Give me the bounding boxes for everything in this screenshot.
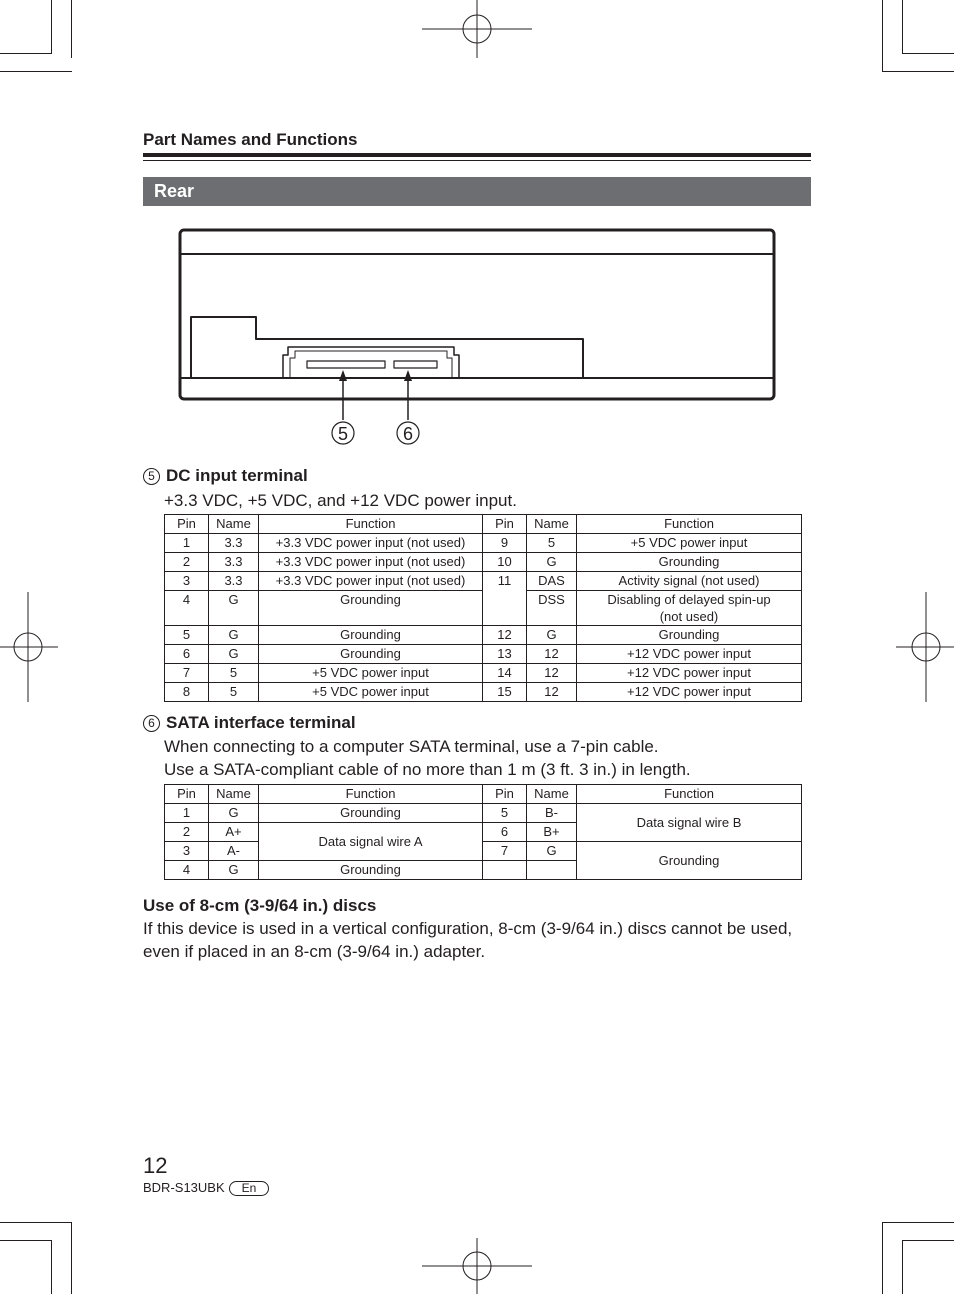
sata-terminal-line-1: When connecting to a computer SATA terminal, use a 7-pin cable. xyxy=(164,737,659,756)
table-cell: +5 VDC power input xyxy=(259,683,483,702)
table-cell xyxy=(577,591,802,626)
column-header: Function xyxy=(259,515,483,534)
column-header: Function xyxy=(577,515,802,534)
sata-terminal-heading xyxy=(143,713,356,733)
subsection-title-rear: Rear xyxy=(143,177,811,206)
table-cell: 11 xyxy=(483,572,527,626)
table-cell: 1 xyxy=(165,804,209,823)
page-number: 12 xyxy=(143,1153,168,1178)
table-cell: 12 xyxy=(527,645,577,664)
table-header-row xyxy=(165,515,802,534)
table-cell: Grounding xyxy=(577,553,802,572)
table-cell: 13 xyxy=(483,645,527,664)
table-cell: +3.3 VDC power input (not used) xyxy=(259,553,483,572)
table-cell: B- xyxy=(527,804,577,823)
column-header: Function xyxy=(577,785,802,804)
table-cell: 9 xyxy=(483,534,527,553)
table-cell xyxy=(527,861,577,880)
table-row xyxy=(165,553,802,572)
column-header: Name xyxy=(209,515,259,534)
table-cell: G xyxy=(527,626,577,645)
table-cell: 2 xyxy=(165,553,209,572)
dc-input-terminal-heading xyxy=(143,466,308,486)
column-header: Pin xyxy=(165,515,209,534)
table-cell: +3.3 VDC power input (not used) xyxy=(259,534,483,553)
table-cell: 7 xyxy=(165,664,209,683)
table-cell: +12 VDC power input xyxy=(577,645,802,664)
column-header: Pin xyxy=(165,785,209,804)
table-cell: 12 xyxy=(527,664,577,683)
table-cell: 5 xyxy=(165,626,209,645)
table-cell: Grounding xyxy=(259,804,483,823)
table-cell: 5 xyxy=(483,804,527,823)
rear-panel-diagram xyxy=(170,222,790,452)
table-row xyxy=(165,804,802,823)
language-badge: En xyxy=(229,1181,270,1196)
table-cell: Grounding xyxy=(577,626,802,645)
table-cell: G xyxy=(527,842,577,861)
column-header: Name xyxy=(209,785,259,804)
table-cell: Grounding xyxy=(577,842,802,880)
column-header: Name xyxy=(527,515,577,534)
table-cell: 3.3 xyxy=(209,534,259,553)
section-rule xyxy=(143,153,811,157)
table-cell: +5 VDC power input xyxy=(577,534,802,553)
column-header: Pin xyxy=(483,515,527,534)
table-cell: Activity signal (not used) xyxy=(577,572,802,591)
discs-note-line-1: If this device is used in a vertical configuration, 8-cm (3-9/64 in.) discs cannot be used, xyxy=(143,919,793,938)
table-row xyxy=(165,534,802,553)
table-cell: A- xyxy=(209,842,259,861)
column-header: Function xyxy=(259,785,483,804)
table-cell: 12 xyxy=(527,683,577,702)
cell-text-line: (not used) xyxy=(659,609,719,624)
sata-terminal-title: SATA interface terminal xyxy=(166,713,356,732)
table-cell: G xyxy=(209,645,259,664)
table-cell: Data signal wire B xyxy=(577,804,802,842)
table-cell: 5 xyxy=(527,534,577,553)
table-cell: G xyxy=(527,553,577,572)
table-row xyxy=(165,572,802,591)
column-header: Pin xyxy=(483,785,527,804)
table-cell: B+ xyxy=(527,823,577,842)
sata-pin-table xyxy=(164,784,802,880)
table-cell: 5 xyxy=(209,683,259,702)
table-cell: 7 xyxy=(483,842,527,861)
discs-note-heading: Use of 8-cm (3-9/64 in.) discs xyxy=(143,896,377,915)
table-cell: A+ xyxy=(209,823,259,842)
table-cell: 3.3 xyxy=(209,572,259,591)
item-number-6-icon: 6 xyxy=(143,715,160,732)
table-cell: +3.3 VDC power input (not used) xyxy=(259,572,483,591)
table-cell: +12 VDC power input xyxy=(577,683,802,702)
table-cell: 15 xyxy=(483,683,527,702)
table-cell: 3 xyxy=(165,572,209,591)
table-cell: 3 xyxy=(165,842,209,861)
section-title: Part Names and Functions xyxy=(143,130,358,149)
table-cell: +12 VDC power input xyxy=(577,664,802,683)
table-cell: 5 xyxy=(209,664,259,683)
table-header-row xyxy=(165,785,802,804)
table-cell: 10 xyxy=(483,553,527,572)
table-cell: 6 xyxy=(483,823,527,842)
table-cell: G xyxy=(209,804,259,823)
cell-text-line: Disabling of delayed spin-up xyxy=(607,592,771,607)
table-cell: +5 VDC power input xyxy=(259,664,483,683)
callout-6-label: 6 xyxy=(402,424,414,444)
table-cell: DSS xyxy=(527,591,577,626)
table-cell: 6 xyxy=(165,645,209,664)
table-cell: 14 xyxy=(483,664,527,683)
table-cell: 1 xyxy=(165,534,209,553)
sata-terminal-line-2: Use a SATA-compliant cable of no more than 1 m (3 ft. 3 in.) in length. xyxy=(164,760,691,779)
table-cell: G xyxy=(209,861,259,880)
callout-5-label: 5 xyxy=(337,424,349,444)
table-cell xyxy=(483,861,527,880)
table-cell: Grounding xyxy=(259,645,483,664)
item-number-5-icon: 5 xyxy=(143,468,160,485)
table-cell: 4 xyxy=(165,591,209,626)
table-cell: Grounding xyxy=(259,861,483,880)
table-cell: G xyxy=(209,591,259,626)
table-cell: Grounding xyxy=(259,591,483,626)
section-rule-thin xyxy=(143,160,811,161)
model-name: BDR-S13UBK xyxy=(143,1180,225,1195)
column-header: Name xyxy=(527,785,577,804)
table-cell: G xyxy=(209,626,259,645)
table-row xyxy=(165,683,802,702)
table-cell: Data signal wire A xyxy=(259,823,483,861)
table-cell: Grounding xyxy=(259,626,483,645)
table-row xyxy=(165,664,802,683)
table-row xyxy=(165,645,802,664)
table-row xyxy=(165,626,802,645)
discs-note-line-2: even if placed in an 8-cm (3-9/64 in.) adapter. xyxy=(143,942,486,961)
table-cell: 4 xyxy=(165,861,209,880)
table-cell: 12 xyxy=(483,626,527,645)
dc-input-terminal-title: DC input terminal xyxy=(166,466,308,485)
table-cell: 8 xyxy=(165,683,209,702)
table-cell: 2 xyxy=(165,823,209,842)
table-cell: DAS xyxy=(527,572,577,591)
footer-model xyxy=(143,1180,269,1196)
dc-input-terminal-description: +3.3 VDC, +5 VDC, and +12 VDC power input. xyxy=(164,491,517,510)
dc-pin-table xyxy=(164,514,802,702)
table-cell: 3.3 xyxy=(209,553,259,572)
